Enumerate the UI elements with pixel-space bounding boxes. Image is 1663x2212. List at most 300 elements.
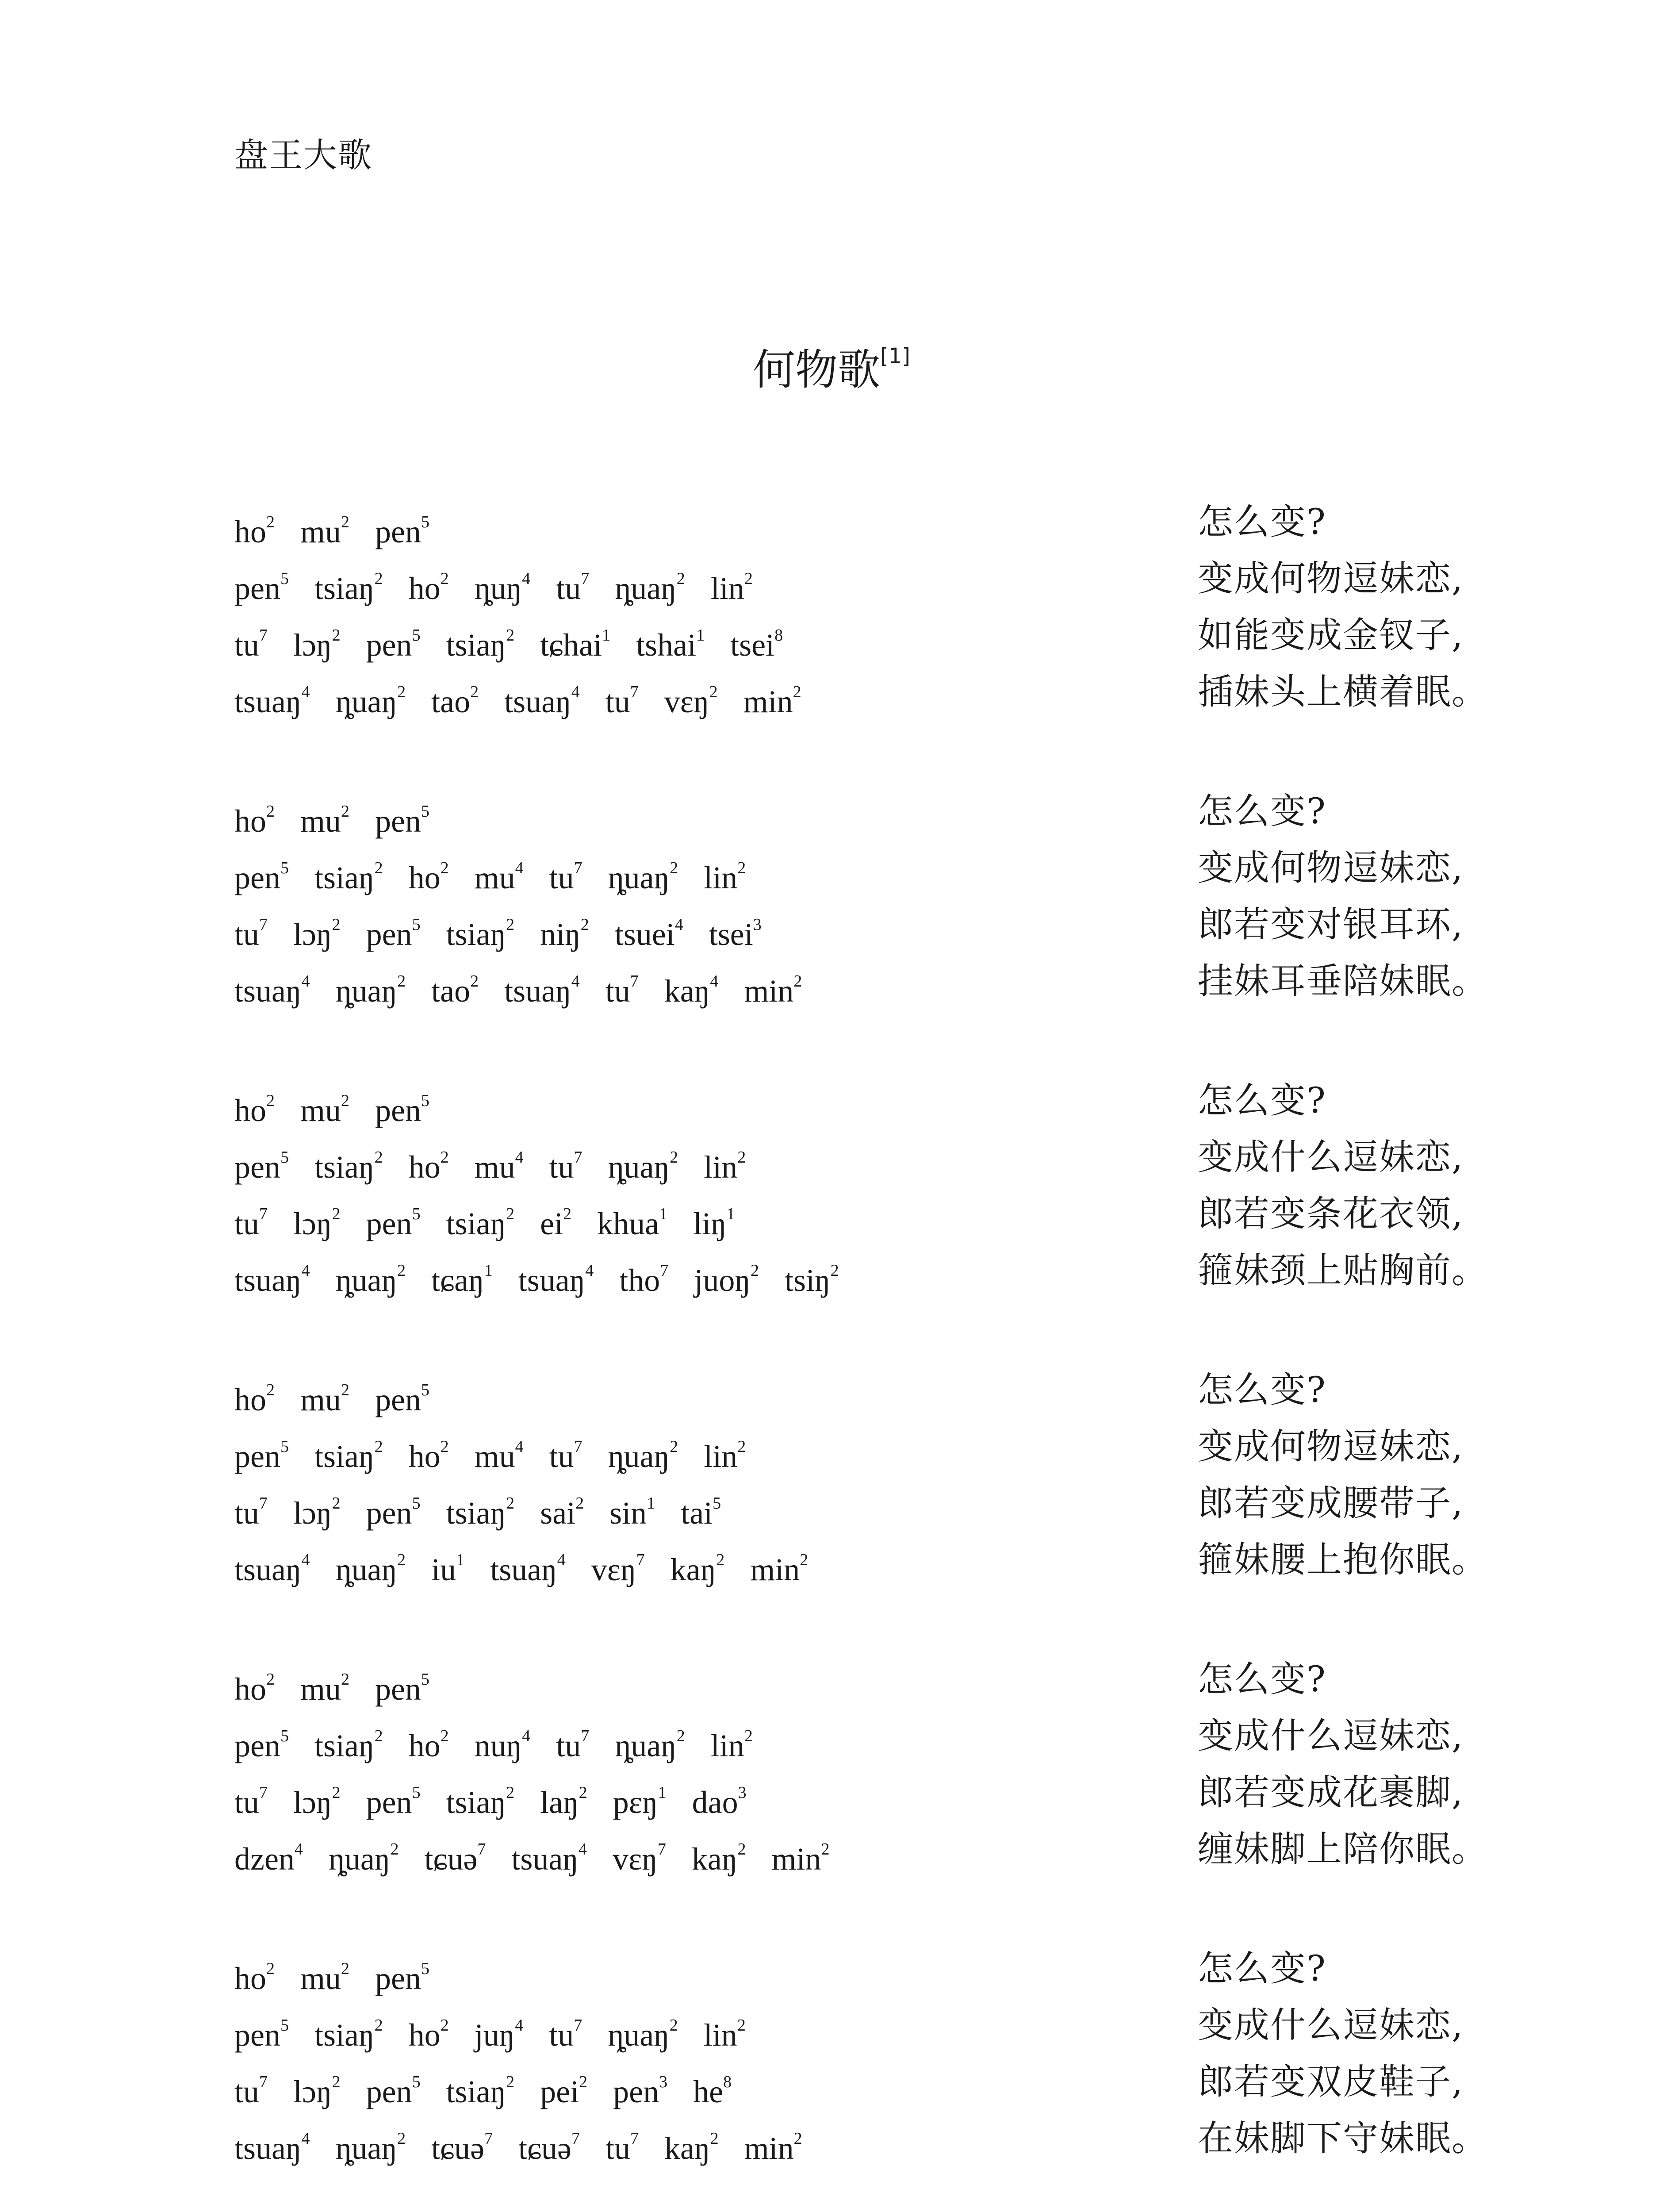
syllable-text: tsei <box>730 627 775 663</box>
chinese-translation: 在妹脚下守妹眠。 <box>1198 2118 1488 2159</box>
syllable <box>234 1263 310 1298</box>
syllable-text: ȵuaŋ <box>608 860 670 895</box>
tone-number: 2 <box>341 1091 350 1110</box>
lyric-line <box>234 846 1495 902</box>
stanza <box>234 1947 1495 2173</box>
syllable <box>475 571 531 606</box>
chinese-translation: 怎么变? <box>1198 1948 1326 1989</box>
tone-number: 7 <box>630 972 639 991</box>
tone-number: 7 <box>259 1494 268 1513</box>
syllable <box>375 1961 429 1996</box>
syllable <box>605 973 639 1009</box>
tone-number: 2 <box>332 1205 341 1223</box>
lyric-line <box>234 2060 1495 2116</box>
syllable <box>615 571 685 606</box>
syllable-text: tɕaŋ <box>431 1263 484 1298</box>
syllable-text: ȵuaŋ <box>335 2131 398 2166</box>
syllable <box>336 1552 406 1587</box>
tone-number: 4 <box>522 569 531 588</box>
syllable <box>375 514 429 549</box>
tone-number: 2 <box>744 1727 753 1745</box>
syllable <box>336 684 406 719</box>
syllable <box>540 1206 571 1241</box>
syllable <box>234 973 310 1009</box>
tone-number: 7 <box>660 1261 669 1280</box>
syllable <box>300 1382 349 1417</box>
syllable <box>771 1841 829 1877</box>
tone-number: 2 <box>579 2073 588 2091</box>
syllable-text: pen <box>366 2074 412 2109</box>
syllable <box>446 1206 515 1241</box>
syllable-text: tsuaŋ <box>234 973 302 1009</box>
tone-number: 3 <box>659 2073 668 2091</box>
syllable-text: tɕhai <box>540 627 602 663</box>
syllable <box>409 1439 449 1474</box>
tone-number: 5 <box>412 626 421 645</box>
syllable-text: pen <box>234 571 280 606</box>
syllable-text: tsiaŋ <box>446 1785 506 1820</box>
romanized-text <box>234 1425 771 1479</box>
romanized-text <box>234 500 455 554</box>
syllable <box>336 1263 406 1298</box>
syllable <box>234 1961 275 1996</box>
tone-number: 2 <box>374 859 383 877</box>
tone-number: 2 <box>793 2129 802 2148</box>
syllable <box>475 1149 524 1185</box>
syllable-text: dao <box>692 1785 738 1820</box>
tone-number: 5 <box>421 1670 429 1689</box>
syllable-text: kaŋ <box>670 1552 717 1587</box>
tone-number: 2 <box>716 1551 725 1569</box>
syllable <box>409 1149 449 1185</box>
tone-number: 2 <box>374 1148 383 1167</box>
syllable-text: pei <box>540 2074 579 2109</box>
tone-number: 7 <box>571 2129 580 2148</box>
syllable <box>375 1093 429 1128</box>
syllable <box>366 1206 421 1241</box>
lyric-line <box>234 1248 1495 1305</box>
tone-number: 2 <box>266 513 275 531</box>
tone-number: 2 <box>506 1783 515 1802</box>
syllable <box>504 684 580 719</box>
tone-number: 2 <box>579 1783 587 1802</box>
syllable <box>300 803 349 839</box>
syllable-text: tu <box>234 627 260 663</box>
syllable-text: tsuaŋ <box>234 1263 302 1298</box>
syllable <box>490 1552 566 1587</box>
syllable <box>615 1728 685 1763</box>
syllable-text: kaŋ <box>664 2131 710 2166</box>
lyric-line <box>234 500 1495 557</box>
tone-number: 2 <box>374 569 383 588</box>
syllable <box>431 684 479 719</box>
syllable-text: juoŋ <box>694 1263 751 1298</box>
syllable-text: pen <box>375 1382 421 1417</box>
chinese-translation: 变成何物逗妹恋, <box>1198 1426 1464 1467</box>
syllable-text: pen <box>375 1093 421 1128</box>
chinese-translation: 变成什么逗妹恋, <box>1198 2005 1464 2046</box>
syllable-text: lin <box>704 860 738 895</box>
romanized-text <box>234 1538 834 1592</box>
syllable-text: tsuaŋ <box>504 973 571 1009</box>
tone-number: 2 <box>669 2016 678 2035</box>
syllable-text: tsiaŋ <box>446 917 506 952</box>
lyric-line <box>234 1827 1495 1884</box>
syllable-text: tai <box>681 1495 713 1531</box>
syllable <box>336 2131 406 2166</box>
syllable <box>234 1552 310 1587</box>
syllable <box>234 1439 289 1474</box>
syllable <box>234 514 275 549</box>
syllable-text: nuŋ <box>474 1728 522 1763</box>
syllable-text: pen <box>234 860 280 895</box>
syllable-text: ho <box>234 1671 266 1707</box>
syllable <box>234 860 289 895</box>
syllable-text: mu <box>474 1149 515 1185</box>
syllable-text: pen <box>366 1785 412 1820</box>
syllable-text: tu <box>549 1439 574 1474</box>
syllable <box>540 1785 587 1820</box>
syllable-text: pen <box>375 1671 421 1707</box>
chinese-translation: 变成什么逗妹恋, <box>1198 1715 1464 1756</box>
romanized-text <box>234 2003 771 2057</box>
syllable <box>549 1149 582 1185</box>
stanza <box>234 789 1495 1016</box>
syllable <box>375 1382 429 1417</box>
tone-number: 2 <box>670 1437 678 1456</box>
tone-number: 2 <box>737 2016 746 2035</box>
tone-number: 5 <box>713 1494 721 1513</box>
chinese-translation: 郎若变成花裹脚, <box>1198 1772 1464 1813</box>
lyric-line <box>234 557 1495 613</box>
syllable-text: tsuaŋ <box>504 684 571 719</box>
chinese-translation: 插妹头上横着眠。 <box>1198 671 1488 712</box>
tone-number: 7 <box>630 2129 639 2148</box>
syllable-text: tu <box>234 1785 260 1820</box>
syllable-text: lɔŋ <box>293 627 332 663</box>
syllable <box>300 1961 349 1996</box>
romanized-text <box>234 1947 455 2001</box>
syllable <box>425 1841 486 1877</box>
tone-number: 5 <box>280 1437 289 1456</box>
tone-number: 7 <box>259 1205 268 1223</box>
tone-number: 5 <box>421 513 429 531</box>
tone-number: 1 <box>726 1205 735 1223</box>
syllable-text: ho <box>234 1093 266 1128</box>
syllable-text: min <box>750 1552 800 1587</box>
syllable <box>664 684 718 719</box>
syllable <box>431 1552 464 1587</box>
syllable-text: tu <box>234 2074 260 2109</box>
tone-number: 1 <box>696 626 705 645</box>
tone-number: 2 <box>800 1551 809 1569</box>
syllable <box>234 2131 310 2166</box>
tone-number: 2 <box>440 569 449 588</box>
tone-number: 5 <box>412 1494 421 1513</box>
syllable <box>619 1263 668 1298</box>
syllable <box>608 2017 678 2053</box>
syllable <box>681 1495 721 1531</box>
tone-number: 7 <box>574 1437 582 1456</box>
syllable <box>366 917 421 952</box>
syllable-text: ȵuaŋ <box>608 1439 670 1474</box>
lyric-line <box>234 1481 1495 1538</box>
syllable-text: ei <box>540 1206 563 1241</box>
lyric-line <box>234 902 1495 959</box>
syllable <box>597 1206 667 1241</box>
romanized-text <box>234 1714 778 1768</box>
syllable <box>366 1495 421 1531</box>
syllable <box>366 1785 421 1820</box>
tone-number: 4 <box>571 683 580 701</box>
syllable-text: pen <box>366 1495 412 1531</box>
tone-number: 7 <box>630 683 639 701</box>
lyric-line <box>234 1368 1495 1425</box>
syllable-text: tsuaŋ <box>234 2131 302 2166</box>
syllable-text: mu <box>300 1671 341 1707</box>
syllable-text: ho <box>234 1961 266 1996</box>
syllable <box>475 2017 524 2053</box>
syllable <box>234 1149 289 1185</box>
tone-number: 2 <box>332 915 341 934</box>
stanza <box>234 1079 1495 1305</box>
syllable <box>234 2074 268 2109</box>
syllable <box>556 1728 589 1763</box>
tone-number: 2 <box>374 2016 383 2035</box>
syllable-text: laŋ <box>540 1785 579 1820</box>
tone-number: 2 <box>332 1783 341 1802</box>
syllable-text: tsiaŋ <box>314 571 375 606</box>
syllable <box>591 1552 645 1587</box>
tone-number: 2 <box>266 802 275 821</box>
chinese-translation: 郎若变双皮鞋子, <box>1198 2061 1464 2102</box>
lyrics-body <box>234 500 1495 2212</box>
syllable <box>615 917 683 952</box>
tone-number: 4 <box>301 2129 310 2148</box>
syllable-text: ȵuaŋ <box>328 1841 391 1877</box>
syllable-text: niŋ <box>540 917 581 952</box>
tone-number: 2 <box>397 683 406 701</box>
syllable <box>549 2017 582 2053</box>
syllable-text: ho <box>408 2017 441 2053</box>
syllable-text: mu <box>300 1382 341 1417</box>
tone-number: 2 <box>341 513 350 531</box>
syllable <box>511 1841 587 1877</box>
syllable <box>234 684 310 719</box>
syllable-text: pen <box>234 1728 280 1763</box>
running-header: 盘王大歌 <box>234 135 372 175</box>
tone-number: 2 <box>506 915 515 934</box>
tone-number: 1 <box>602 626 611 645</box>
tone-number: 3 <box>738 1783 747 1802</box>
tone-number: 5 <box>412 915 421 934</box>
syllable <box>704 1149 746 1185</box>
syllable <box>409 571 449 606</box>
lyric-line <box>234 1192 1495 1248</box>
tone-number: 2 <box>440 1437 449 1456</box>
tone-number: 2 <box>737 859 746 877</box>
tone-number: 5 <box>280 1727 289 1745</box>
syllable-text: tu <box>556 571 581 606</box>
syllable <box>293 1206 341 1241</box>
chinese-translation: 怎么变? <box>1198 1369 1326 1410</box>
syllable-text: pen <box>375 514 421 549</box>
tone-number: 2 <box>709 683 718 701</box>
syllable <box>613 1785 667 1820</box>
tone-number: 2 <box>575 1494 584 1513</box>
syllable-text: pen <box>613 2074 659 2109</box>
syllable <box>234 1728 289 1763</box>
syllable-text: pen <box>366 627 412 663</box>
syllable <box>613 1841 666 1877</box>
syllable-text: lin <box>704 1149 738 1185</box>
syllable-text: min <box>771 1841 821 1877</box>
syllable-text: he <box>693 2074 724 2109</box>
syllable-text: mu <box>300 803 341 839</box>
tone-number: 4 <box>301 683 310 701</box>
tone-number: 2 <box>266 1091 275 1110</box>
syllable-text: tu <box>234 1495 260 1531</box>
syllable-text: tsiaŋ <box>314 1439 375 1474</box>
syllable-text: ho <box>408 1728 441 1763</box>
tone-number: 2 <box>830 1261 839 1280</box>
tone-number: 2 <box>580 915 589 934</box>
tone-number: 2 <box>563 1205 572 1223</box>
syllable-text: vɛŋ <box>591 1552 636 1587</box>
chinese-translation: 如能变成金钗子, <box>1198 614 1464 656</box>
tone-number: 4 <box>301 1261 310 1280</box>
tone-number: 5 <box>412 2073 421 2091</box>
tone-number: 5 <box>280 569 289 588</box>
tone-number: 2 <box>750 1261 759 1280</box>
syllable <box>409 2017 449 2053</box>
tone-number: 4 <box>585 1261 594 1280</box>
syllable-text: tsiaŋ <box>314 2017 375 2053</box>
syllable <box>664 973 719 1009</box>
romanized-text <box>234 1827 855 1881</box>
syllable <box>293 1495 341 1531</box>
syllable-text: ȵuaŋ <box>608 2017 670 2053</box>
tone-number: 7 <box>657 1840 666 1859</box>
syllable-text: tsei <box>709 917 753 952</box>
syllable <box>693 2074 732 2109</box>
syllable <box>234 1671 275 1707</box>
syllable-text: pɛŋ <box>613 1785 658 1820</box>
romanized-text <box>234 613 809 667</box>
syllable-text: lɔŋ <box>293 1206 332 1241</box>
tone-number: 2 <box>440 1727 449 1745</box>
syllable <box>743 684 801 719</box>
tone-number: 2 <box>332 2073 341 2091</box>
syllable <box>431 1263 493 1298</box>
syllable-text: tɕuə <box>424 1841 478 1877</box>
tone-number: 2 <box>266 1670 275 1689</box>
syllable <box>744 973 802 1009</box>
romanized-text <box>234 1770 772 1824</box>
tone-number: 4 <box>301 972 310 991</box>
syllable-text: tu <box>605 2131 631 2166</box>
tone-number: 1 <box>647 1494 655 1513</box>
syllable <box>314 1149 383 1185</box>
syllable-text: pen <box>234 1439 280 1474</box>
tone-number: 4 <box>674 915 683 934</box>
syllable-text: tsuaŋ <box>234 1552 302 1587</box>
tone-number: 7 <box>484 2129 493 2148</box>
syllable <box>730 627 783 663</box>
tone-number: 7 <box>477 1840 486 1859</box>
tone-number: 2 <box>266 1381 275 1399</box>
tone-number: 2 <box>341 1959 350 1978</box>
tone-number: 2 <box>332 1494 341 1513</box>
chinese-translation: 变成何物逗妹恋, <box>1198 847 1464 888</box>
stanza <box>234 1657 1495 1884</box>
syllable <box>314 1728 383 1763</box>
lyric-line <box>234 613 1495 670</box>
syllable <box>293 2074 341 2109</box>
tone-number: 7 <box>259 1783 268 1802</box>
syllable-text: lɔŋ <box>293 917 332 952</box>
tone-number: 4 <box>294 1840 303 1859</box>
syllable <box>234 1785 268 1820</box>
tone-number: 4 <box>579 1840 587 1859</box>
syllable-text: tu <box>234 1206 260 1241</box>
tone-number: 2 <box>710 2129 719 2148</box>
tone-number: 2 <box>744 569 753 588</box>
syllable <box>314 571 383 606</box>
syllable-text: tu <box>556 1728 581 1763</box>
romanized-text <box>234 670 827 724</box>
syllable <box>711 1728 753 1763</box>
syllable-text: pen <box>366 917 412 952</box>
syllable <box>549 1439 582 1474</box>
syllable-text: ho <box>234 514 266 549</box>
romanized-text <box>234 789 455 843</box>
lyric-line <box>234 670 1495 726</box>
syllable <box>556 571 589 606</box>
lyric-line <box>234 1538 1495 1594</box>
syllable-text: tao <box>431 684 471 719</box>
tone-number: 2 <box>821 1840 830 1859</box>
chinese-translation: 变成什么逗妹恋, <box>1198 1137 1464 1178</box>
syllable <box>664 2131 719 2166</box>
syllable-text: lin <box>704 1439 738 1474</box>
syllable-text: lɔŋ <box>293 1495 332 1531</box>
syllable-text: mu <box>300 514 341 549</box>
syllable <box>366 627 421 663</box>
tone-number: 2 <box>341 1670 350 1689</box>
syllable-text: tsiaŋ <box>314 1149 375 1185</box>
syllable-text: lin <box>710 1728 744 1763</box>
syllable <box>549 860 582 895</box>
syllable <box>431 2131 493 2166</box>
syllable-text: tu <box>605 973 630 1009</box>
lyric-line <box>234 1135 1495 1192</box>
tone-number: 4 <box>515 1148 524 1167</box>
syllable <box>709 917 762 952</box>
romanized-text <box>234 2116 828 2170</box>
chinese-translation: 郎若变条花衣领, <box>1198 1193 1464 1234</box>
footnote-ref: [1] <box>880 344 910 369</box>
syllable <box>608 1149 678 1185</box>
tone-number: 4 <box>515 1437 524 1456</box>
syllable <box>504 973 580 1009</box>
syllable <box>475 1439 524 1474</box>
syllable-text: ȵuŋ <box>474 571 522 606</box>
syllable <box>540 917 589 952</box>
lyric-line <box>234 2003 1495 2060</box>
syllable <box>329 1841 399 1877</box>
tone-number: 2 <box>506 1494 515 1513</box>
